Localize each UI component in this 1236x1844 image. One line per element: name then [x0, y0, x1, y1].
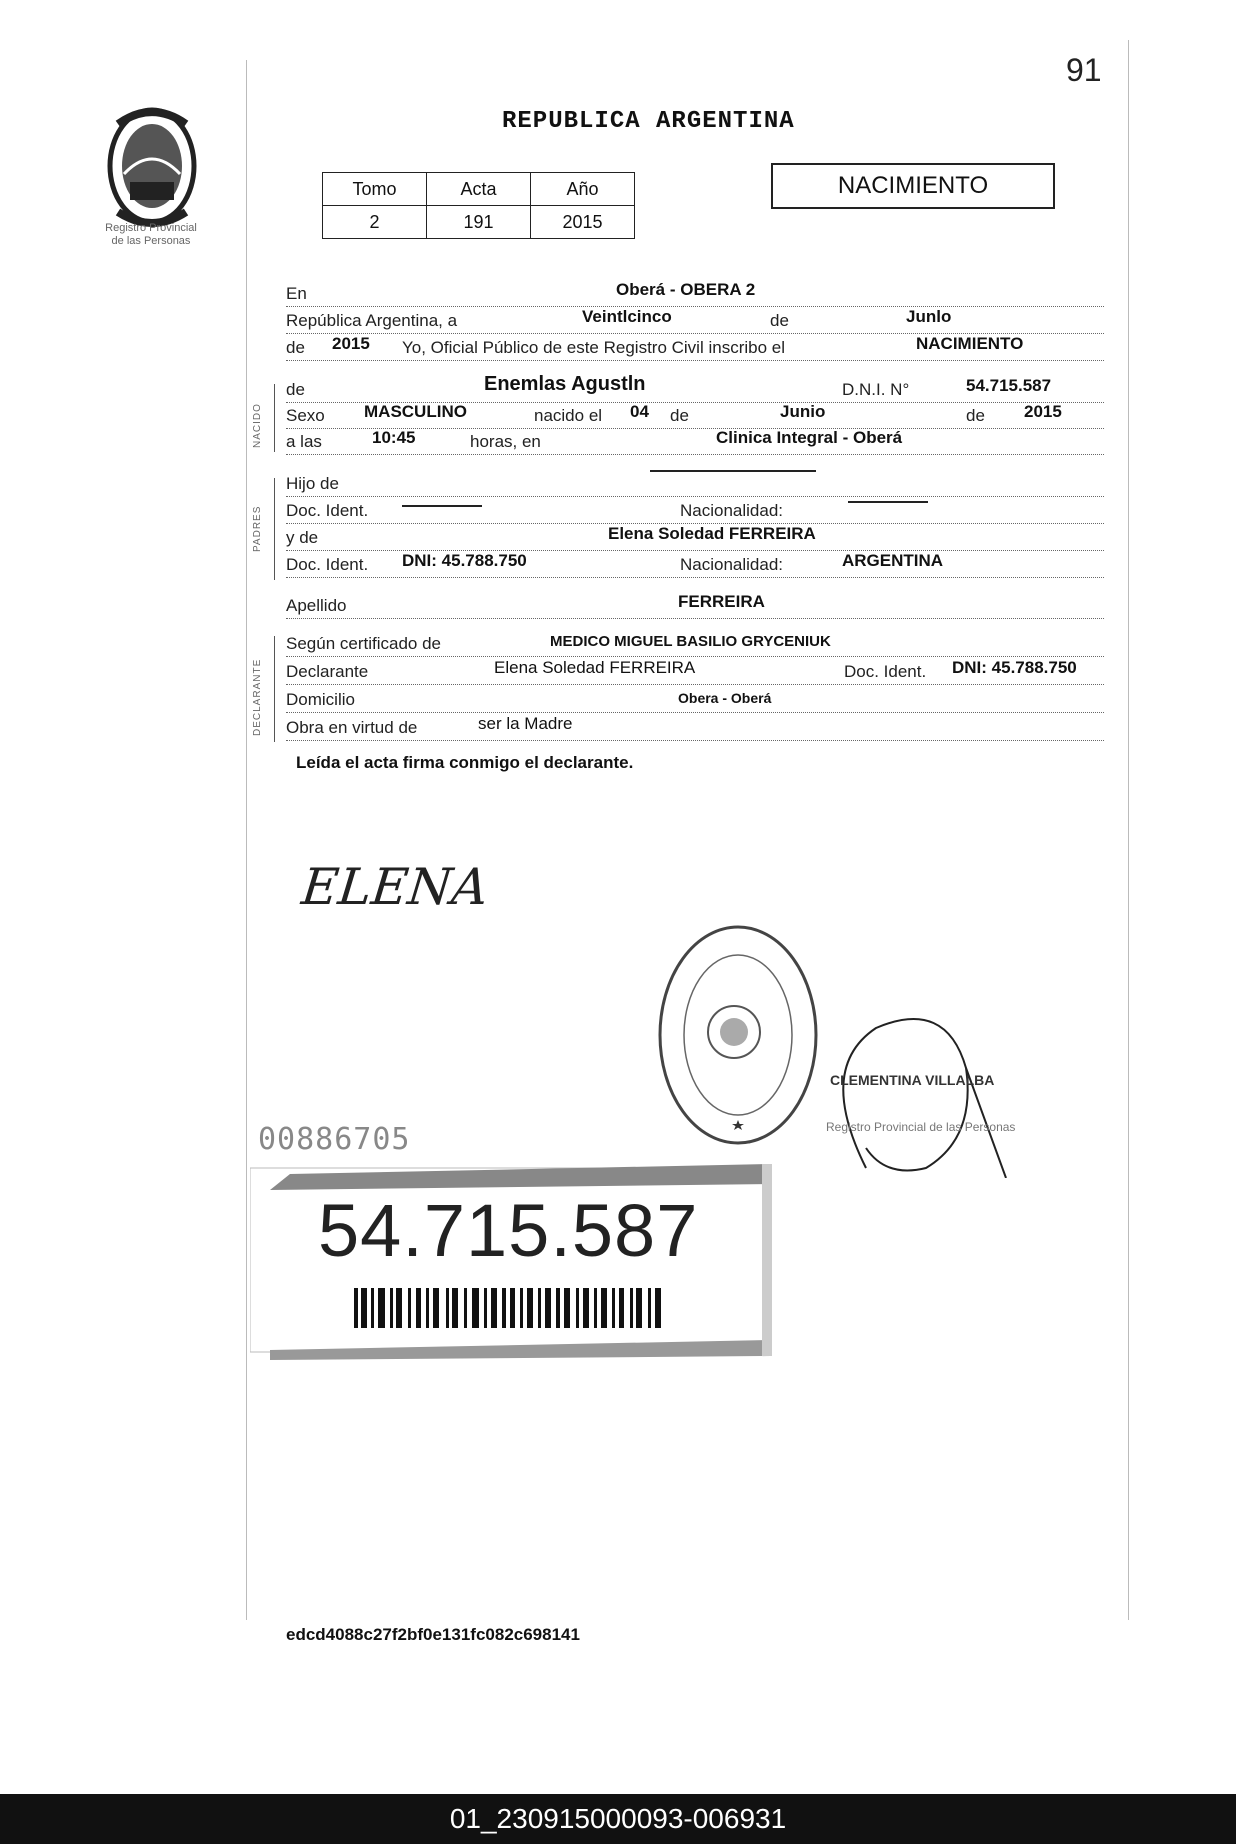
registry-office: Oberá - OBERA 2 [616, 280, 756, 299]
row-address: Domicilio Obera - Oberá [286, 686, 1104, 713]
row-child-name: de Enemlas Agustln D.N.I. N° 54.715.587 [286, 376, 1104, 403]
row-capacity: Obra en virtud de ser la Madre [286, 714, 1104, 741]
bracket-declarante [274, 636, 275, 742]
side-label-nacido: NACIDO [252, 403, 263, 448]
row-father-doc: Doc. Ident. Nacionalidad: [286, 497, 1104, 524]
declarant-signature: ELENA [298, 858, 492, 916]
serial-number: 00886705 [258, 1122, 411, 1157]
row-son-of: Hijo de [286, 470, 1104, 497]
official-office: Registro Provincial de las Personas [826, 1120, 1016, 1134]
bracket-nacido [274, 384, 275, 452]
register-table [322, 172, 635, 239]
mother-name: Elena Soledad FERREIRA [608, 524, 816, 543]
side-label-padres: PADRES [252, 505, 263, 552]
row-birth: Sexo MASCULINO nacido el 04 de Junio de 2015 [286, 402, 1104, 429]
official-name: CLEMENTINA VILLALBA [830, 1072, 995, 1088]
row-mother-doc: Doc. Ident. DNI: 45.788.750 Nacionalidad: ARGENTINA [286, 551, 1104, 578]
row-date: República Argentina, a Veintlcinco de Junlo [286, 307, 1104, 334]
struck-line [848, 501, 928, 503]
coat-of-arms-logo [104, 104, 200, 232]
child-name: Enemlas Agustln [484, 373, 646, 395]
page-number: 91 [1066, 52, 1102, 88]
left-margin-line [246, 60, 247, 1620]
row-declarant: Declarante Elena Soledad FERREIRA Doc. Ident. DNI: 45.788.750 [286, 658, 1104, 685]
tomo-value: 2 [323, 206, 427, 239]
ano-header: Año [531, 173, 635, 206]
row-certificate: Según certificado de MEDICO MIGUEL BASILIO GRYCENIUK [286, 630, 1104, 657]
struck-line [402, 505, 482, 507]
ano-value: 2015 [531, 206, 635, 239]
bracket-padres [274, 478, 275, 580]
row-en: En Oberá - OBERA 2 [286, 280, 1104, 307]
registry-stamp [654, 920, 822, 1150]
document-title: REPUBLICA ARGENTINA [502, 108, 795, 135]
child-dni: 54.715.587 [966, 376, 1052, 395]
dni-label-number: 54.715.587 [318, 1189, 699, 1272]
logo-caption: Registro Provincial de las Personas [105, 222, 197, 247]
acta-value: 191 [427, 206, 531, 239]
struck-line [650, 470, 816, 472]
footer-code: 01_230915000093-006931 [0, 1794, 1236, 1844]
closing-statement: Leída el acta firma conmigo el declarante. [296, 753, 634, 772]
official-signature [826, 1008, 1010, 1178]
row-inscription: de 2015 Yo, Oficial Público de este Registro Civil inscribo el NACIMIENTO [286, 334, 1104, 361]
side-label-declarante: DECLARANTE [252, 658, 263, 736]
row-mother: y de Elena Soledad FERREIRA [286, 524, 1104, 551]
act-type-box: NACIMIENTO [771, 163, 1055, 209]
right-margin-line [1128, 40, 1129, 1620]
document-hash: edcd4088c27f2bf0e131fc082c698141 [286, 1625, 580, 1644]
tomo-header: Tomo [323, 173, 427, 206]
acta-header: Acta [427, 173, 531, 206]
row-surname: Apellido FERREIRA [286, 592, 1104, 619]
row-time: a las 10:45 horas, en Clinica Integral - Oberá [286, 428, 1104, 455]
